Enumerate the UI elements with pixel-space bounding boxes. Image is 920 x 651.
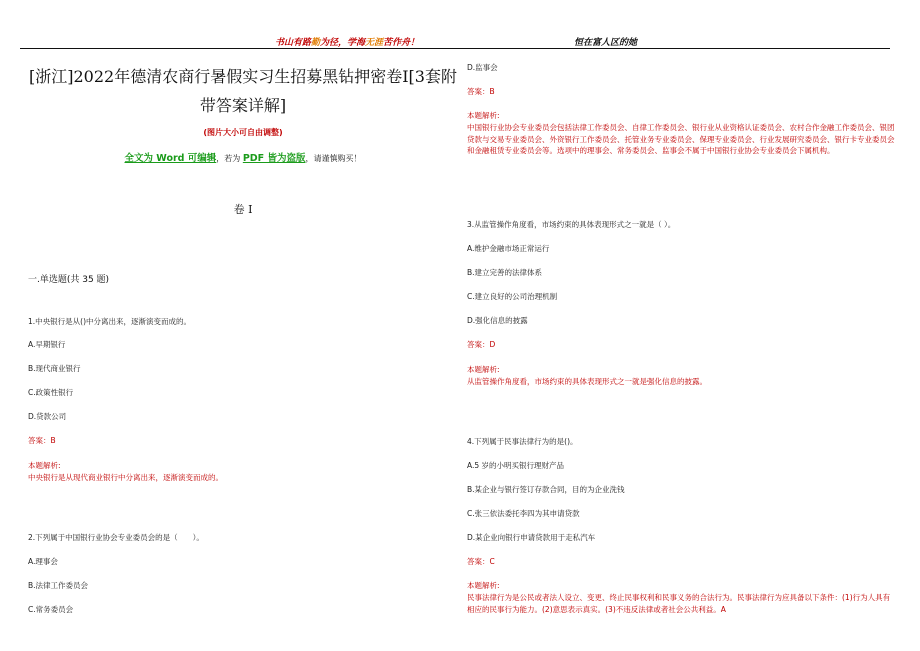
question-option: D.某企业向银行申请贷款用于走私汽车 bbox=[467, 533, 596, 542]
explanation-text: 中国银行业协会专业委员会包括法律工作委员会、自律工作委员会、银行业从业资格认证委员会、农村合作金融工作委员会、银团贷款与交易专业委员会、外资银行工作委员会、托管业务专业委员会、保理专业委员会、行业发展研究委员会、银行卡专业委员会和金融租赁专业委员会等。选项中的理事会、常务委员会、监事会不属于中国银行业协会专业委员会下属机构。 bbox=[467, 123, 895, 156]
explanation-label: 本题解析: bbox=[467, 581, 500, 590]
explanation-label: 本题解析: bbox=[467, 111, 500, 120]
question-option: C.政策性银行 bbox=[28, 388, 74, 397]
question-option: C.建立良好的公司治理机制 bbox=[467, 292, 558, 301]
question-option: B.现代商业银行 bbox=[28, 364, 81, 373]
question-stem: 1.中央银行是从()中分离出来，逐渐演变而成的。 bbox=[28, 317, 192, 326]
document-title: [浙江]2022年德清农商行暑假实习生招募黑钻押密卷I[3套附带答案详解] bbox=[29, 67, 457, 115]
explanation-text: 从监管操作角度看，市场约束的具体表现形式之一就是强化信息的披露。 bbox=[467, 377, 707, 386]
edit-notice-tail: ，请谨慎购买！ bbox=[305, 154, 362, 163]
explanation-label: 本题解析: bbox=[28, 461, 61, 470]
question-option: A.维护金融市场正常运行 bbox=[467, 244, 550, 253]
question-option: B.建立完善的法律体系 bbox=[467, 268, 543, 277]
explanation-text: 民事法律行为是公民或者法人设立、变更、终止民事权利和民事义务的合法行为。民事法律行为应具备以下条件：(1)行为人具有相应的民事行为能力。(2)意思表示真实。(3)不违反法律或者社会公共利益。A bbox=[467, 593, 891, 614]
question-option: B.法律工作委员会 bbox=[28, 581, 89, 590]
volume-heading: 卷 I bbox=[233, 203, 253, 216]
question-stem: 2.下列属于中国银行业协会专业委员会的是（ ）。 bbox=[28, 533, 204, 542]
header-author: 恒在富人区的她 bbox=[574, 38, 638, 48]
question-option: A.5 岁的小明买银行理财产品 bbox=[467, 461, 565, 470]
header-motto-pre: 书山有路 bbox=[275, 38, 312, 48]
header-motto bbox=[275, 35, 419, 48]
header-motto-highlight-2: 无涯 bbox=[365, 38, 384, 48]
header-motto-mid: 为径，学海 bbox=[320, 38, 366, 48]
question-answer: 答案：B bbox=[467, 87, 495, 96]
question-option: A.早期银行 bbox=[28, 340, 66, 349]
header-divider bbox=[20, 48, 890, 49]
explanation-text: 中央银行是从现代商业银行中分离出来，逐渐演变而成的。 bbox=[28, 473, 223, 482]
edit-notice-word: 全文为 Word 可编辑 bbox=[124, 153, 217, 164]
question-answer: 答案：B bbox=[28, 436, 56, 445]
question-answer: 答案：C bbox=[467, 557, 495, 566]
header-motto-post: 苦作舟！ bbox=[383, 38, 420, 48]
document-subnote: (图片大小可自由调整) bbox=[203, 128, 283, 137]
question-option: A.理事会 bbox=[28, 557, 58, 566]
section-heading: 一.单选题(共 35 题) bbox=[28, 275, 110, 285]
question-option: D.监事会 bbox=[467, 63, 498, 72]
edit-notice bbox=[28, 150, 458, 164]
question-option: B.某企业与银行签订存款合同，目的为企业洗钱 bbox=[467, 485, 625, 494]
question-option: C.常务委员会 bbox=[28, 605, 74, 614]
edit-notice-sep: ，若为 bbox=[216, 154, 243, 163]
explanation-label: 本题解析: bbox=[467, 365, 500, 374]
question-option: C.张三依法委托李四为其申请贷款 bbox=[467, 509, 580, 518]
edit-notice-pdf: PDF 皆为盗版 bbox=[242, 153, 306, 164]
header-motto-highlight-1: 勤 bbox=[311, 38, 321, 48]
question-stem: 4.下列属于民事法律行为的是()。 bbox=[467, 437, 578, 446]
question-option: D.强化信息的披露 bbox=[467, 316, 528, 325]
question-option: D.贷款公司 bbox=[28, 412, 67, 421]
question-answer: 答案：D bbox=[467, 340, 496, 349]
question-stem: 3.从监管操作角度看，市场约束的具体表现形式之一就是（ ）。 bbox=[467, 220, 676, 229]
